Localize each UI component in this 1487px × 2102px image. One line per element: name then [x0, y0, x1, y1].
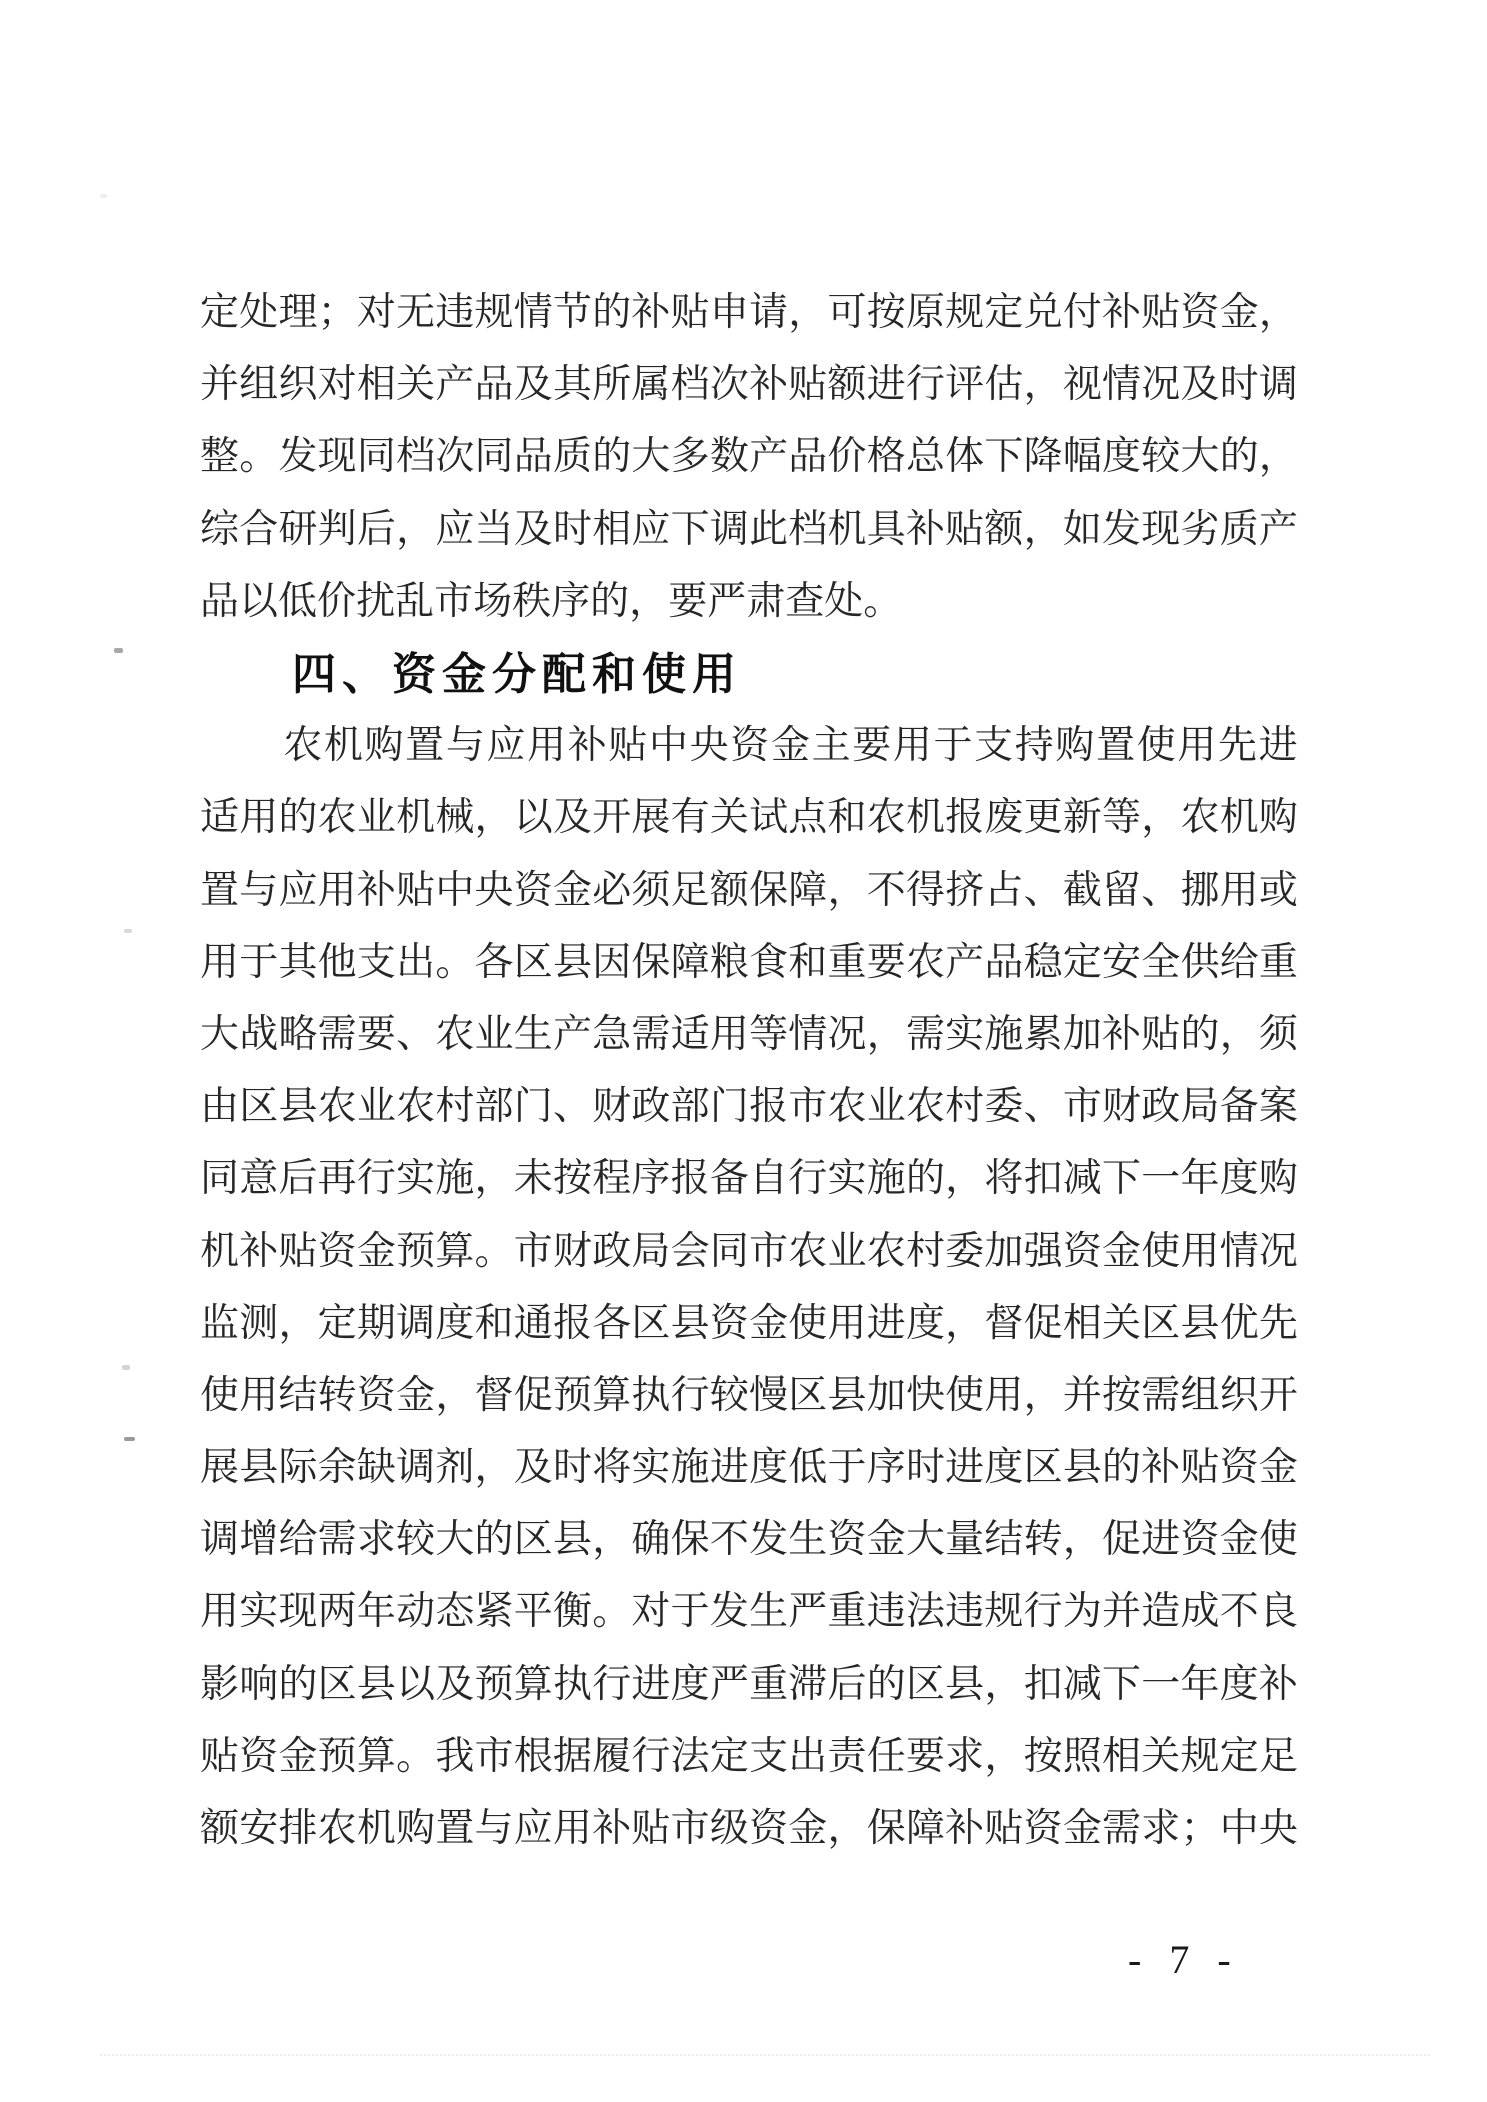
scan-artifact [124, 1437, 135, 1441]
text-line: 调 增 给 需 求 较 大 的 区 县 ， 确 保 不 发 生 资 金 大 量 结 转 ， 促 进 资 金 使 [200, 1518, 1298, 1562]
scan-artifact [122, 1365, 130, 1370]
text-line: 展 县 际 余 缺 调 剂 ， 及 时 将 实 施 进 度 低 于 序 时 进 度 区 县 的 补 贴 资 金 [200, 1446, 1298, 1490]
text-line: 使 用 结 转 资 金 ， 督 促 预 算 执 行 较 慢 区 县 加 快 使 用 ， 并 按 需 组 织 开 [200, 1373, 1298, 1417]
text-line: 大 战 略 需 要 、 农 业 生 产 急 需 适 用 等 情 况 ， 需 实 施 累 加 补 贴 的 ， 须 [200, 1012, 1298, 1056]
text-line: 品 以 低 价 扰 乱 市 场 秩 序 的 ， 要 严 肃 查 处 。 [200, 579, 903, 623]
text-line: 适 用 的 农 业 机 械 ， 以 及 开 展 有 关 试 点 和 农 机 报 废 更 新 等 ， 农 机 购 [200, 796, 1298, 840]
page-number: - 7 - [1128, 1937, 1240, 1982]
text-line: 并 组 织 对 相 关 产 品 及 其 所 属 档 次 补 贴 额 进 行 评 估 ， 视 情 况 及 时 调 [200, 363, 1298, 407]
text-line: 贴 资 金 预 算 。 我 市 根 据 履 行 法 定 支 出 责 任 要 求 ， 按 照 相 关 规 定 足 [200, 1734, 1298, 1778]
text-line: 整 。 发 现 同 档 次 同 品 质 的 大 多 数 产 品 价 格 总 体 下 降 幅 度 较 大 的 ， [200, 435, 1298, 479]
text-line: 由 区 县 农 业 农 村 部 门 、 财 政 部 门 报 市 农 业 农 村 委 、 市 财 政 局 备 案 [200, 1085, 1298, 1129]
text-line: 农 机 购 置 与 应 用 补 贴 中 央 资 金 主 要 用 于 支 持 购 置 使 用 先 进 [283, 724, 1298, 768]
text-block [200, 273, 1298, 1861]
text-line: 用 于 其 他 支 出 。 各 区 县 因 保 障 粮 食 和 重 要 农 产 品 稳 定 安 全 供 给 重 [200, 940, 1298, 984]
scan-artifact [100, 194, 107, 198]
text-line: 综 合 研 判 后 ， 应 当 及 时 相 应 下 调 此 档 机 具 补 贴 额 ， 如 发 现 劣 质 产 [200, 507, 1298, 551]
text-line: 额 安 排 农 机 购 置 与 应 用 补 贴 市 级 资 金 ， 保 障 补 贴 资 金 需 求 ； 中 央 [200, 1807, 1298, 1851]
text-line: 监 测 ， 定 期 调 度 和 通 报 各 区 县 资 金 使 用 进 度 ， 督 促 相 关 区 县 优 先 [200, 1301, 1298, 1345]
text-line: 影 响 的 区 县 以 及 预 算 执 行 进 度 严 重 滞 后 的 区 县 ， 扣 减 下 一 年 度 补 [200, 1662, 1298, 1706]
text-line: 置 与 应 用 补 贴 中 央 资 金 必 须 足 额 保 障 ， 不 得 挤 占 、 截 留 、 挪 用 或 [200, 868, 1298, 912]
section-heading: 四 、 资 金 分 配 和 使 用 [292, 650, 736, 700]
text-line: 用 实 现 两 年 动 态 紧 平 衡 。 对 于 发 生 严 重 违 法 违 规 行 为 并 造 成 不 良 [200, 1590, 1298, 1634]
scan-artifact [114, 648, 123, 653]
scan-artifact-line [100, 2054, 1430, 2056]
text-line: 机 补 贴 资 金 预 算 。 市 财 政 局 会 同 市 农 业 农 村 委 加 强 资 金 使 用 情 况 [200, 1229, 1298, 1273]
text-line: 定 处 理 ； 对 无 违 规 情 节 的 补 贴 申 请 ， 可 按 原 规 定 兑 付 补 贴 资 金 ， [200, 291, 1298, 335]
text-line: 同 意 后 再 行 实 施 ， 未 按 程 序 报 备 自 行 实 施 的 ， 将 扣 减 下 一 年 度 购 [200, 1157, 1298, 1201]
scan-artifact [124, 929, 132, 933]
